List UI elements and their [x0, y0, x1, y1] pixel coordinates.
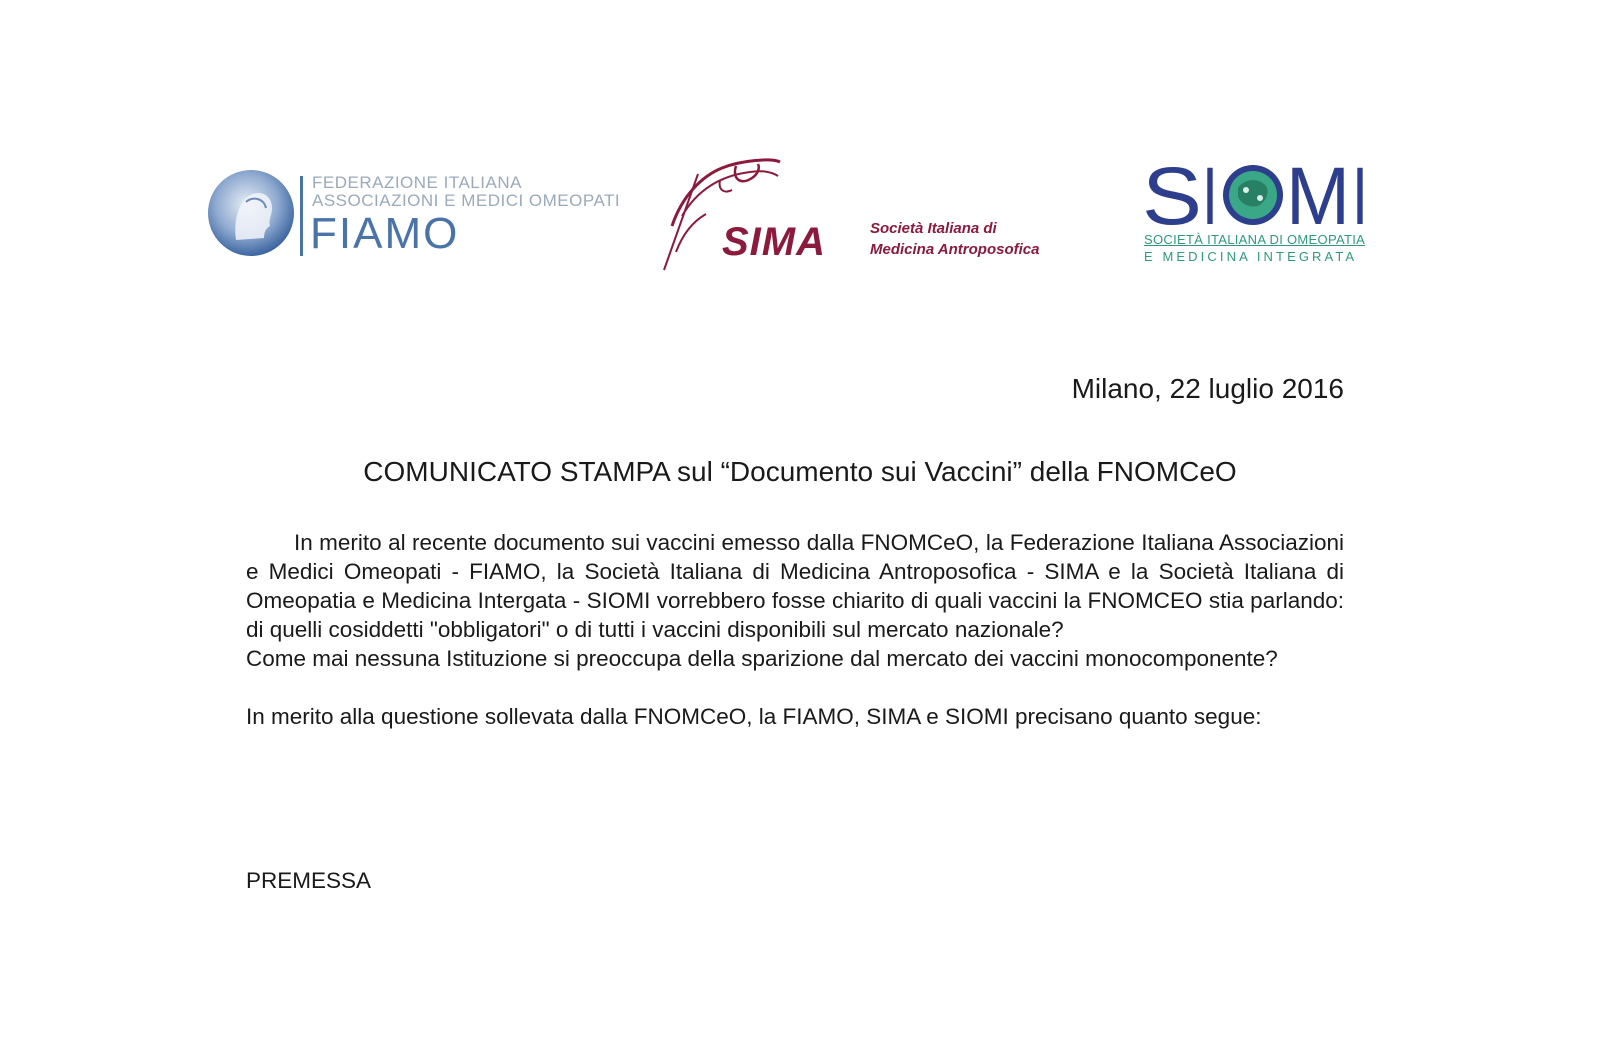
- section-heading-premessa: PREMESSA: [246, 868, 372, 893]
- fiamo-portrait-emblem: [206, 168, 296, 258]
- sima-logo: [662, 156, 1082, 276]
- svg-text:I: I: [1352, 151, 1368, 242]
- svg-text:S: S: [1142, 151, 1202, 242]
- document-date: Milano, 22 luglio 2016: [1071, 373, 1344, 404]
- fiamo-divider: [300, 176, 303, 256]
- siomi-line2: E MEDICINA INTEGRATA: [1144, 249, 1358, 264]
- fiamo-line1: FEDERAZIONE ITALIANA: [312, 173, 522, 192]
- siomi-logo: [1142, 151, 1382, 268]
- document-title: COMUNICATO STAMPA sul “Documento sui Vaccini” della FNOMCeO: [363, 456, 1237, 487]
- svg-text:I: I: [1202, 151, 1218, 242]
- document-body: [246, 528, 1344, 731]
- fiamo-logo: [206, 168, 626, 268]
- paragraph-intro: In merito al recente documento sui vaccini emesso dalla FNOMCeO, la Federazione Italiana Associazioni e Medici Omeopati - FIAMO, la Società Italiana di Medicina Antroposofica - SIMA e la Società Italiana di Omeopatia e Medicina Intergata - SIOMI vorrebbero fosse chiarito di quali vaccini la FNOMCEO stia parlando: di quelli cosiddetti "obbligatori" o di tutti i vaccini disponibili sul mercato nazionale?: [246, 530, 1344, 642]
- siomi-line1: SOCIETÀ ITALIANA DI OMEOPATIA: [1144, 232, 1366, 247]
- sima-line2: Medicina Antroposofica: [870, 241, 1040, 258]
- svg-text:M: M: [1286, 151, 1350, 242]
- sima-line1: Società Italiana di: [870, 220, 997, 237]
- fiamo-line2: ASSOCIAZIONI E MEDICI OMEOPATI: [312, 191, 621, 210]
- logo-bar: [0, 0, 1600, 300]
- paragraph-statement: In merito alla questione sollevata dalla FNOMCeO, la FIAMO, SIMA e SIOMI precisano quanto segue:: [246, 704, 1262, 729]
- fiamo-acronym: FIAMO: [310, 209, 460, 258]
- sima-acronym: SIMA: [722, 220, 826, 264]
- paragraph-question: Come mai nessuna Istituzione si preoccupa della sparizione dal mercato dei vaccini monocomponente?: [246, 646, 1278, 671]
